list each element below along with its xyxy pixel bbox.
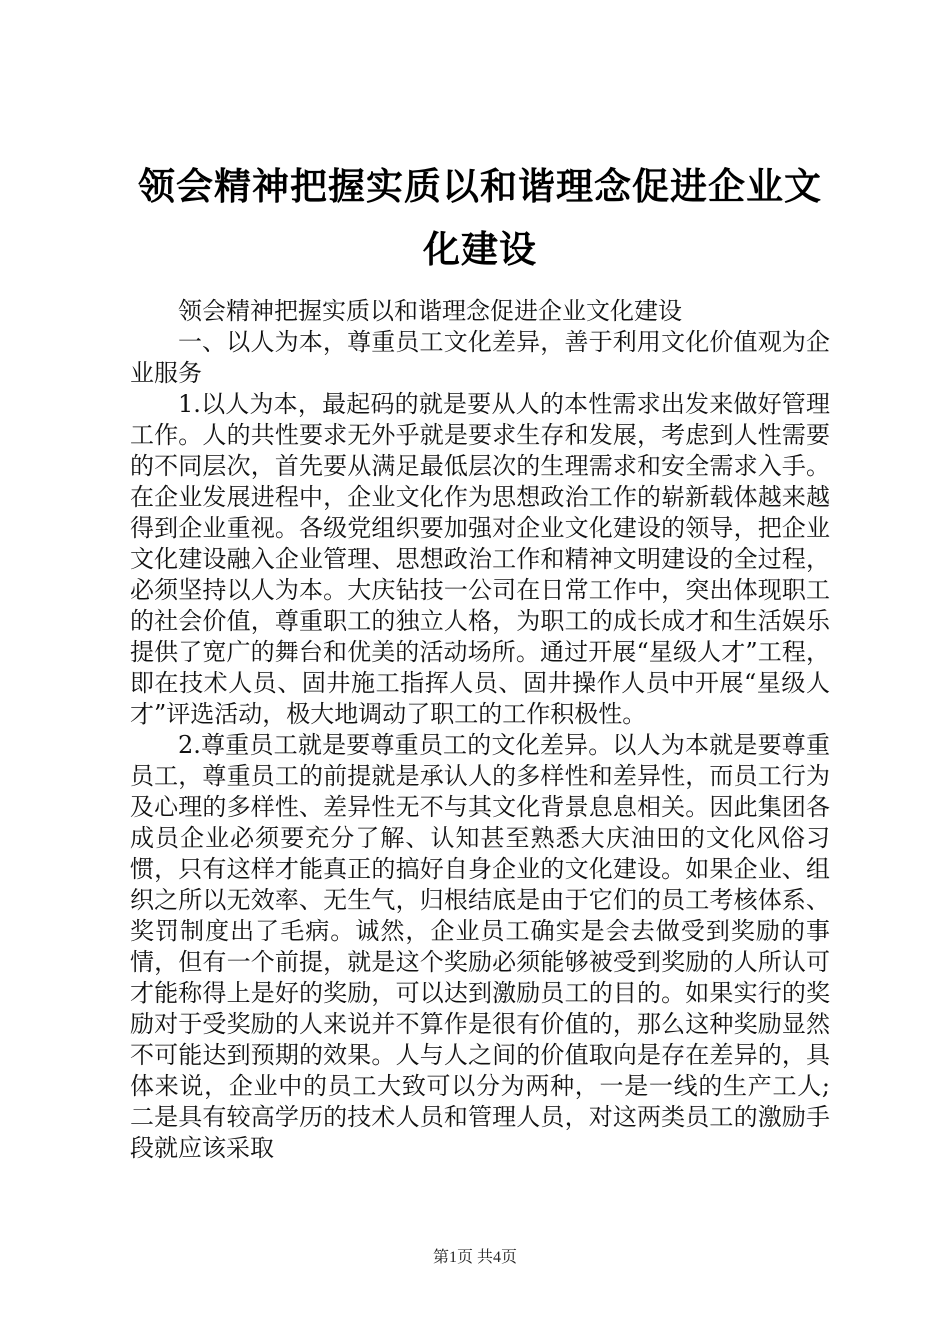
paragraph-point-1: 1.以人为本，最起码的就是要从人的本性需求出发来做好管理工作。人的共性要求无外乎就是要求生存和发展，考虑到人性需要的不同层次，首先要从满足最低层次的生理需求和安全需求入手。在企业发展进程中，企业文化作为思想政治工作的崭新载体越来越得到企业重视。各级党组织要加强对企业文化建设的领导，把企业文化建设融入企业管理、思想政治工作和精神文明建设的全过程，必须坚持以人为本。大庆钻技一公司在日常工作中，突出体现职工的社会价值，尊重职工的独立人格，为职工的成长成才和生活娱乐提供了宽广的舞台和优美的活动场所。通过开展“星级人才”工程，即在技术人员、固井施工指挥人员、固井操作人员中开展“星级人才”评选活动，极大地调动了职工的工作积极性。	[130, 390, 830, 728]
document-title: 领会精神把握实质以和谐理念促进企业文化建设	[138, 164, 822, 271]
document-body	[130, 296, 830, 1164]
page-footer: 第1页 共4页	[432, 1249, 517, 1266]
paragraph-section-heading: 一、以人为本，尊重员工文化差异，善于利用文化价值观为企业服务	[130, 328, 830, 387]
paragraph-subtitle: 领会精神把握实质以和谐理念促进企业文化建设	[178, 297, 682, 325]
paragraph-point-2: 2.尊重员工就是要尊重员工的文化差异。以人为本就是要尊重员工，尊重员工的前提就是承认人的多样性和差异性，而员工行为及心理的多样性、差异性无不与其文化背景息息相关。因此集团各成员企业必须要充分了解、认知甚至熟悉大庆油田的文化风俗习惯，只有这样才能真正的搞好自身企业的文化建设。如果企业、组织之所以无效率、无生气，归根结底是由于它们的员工考核体系、奖罚制度出了毛病。诚然，企业员工确实是会去做受到奖励的事情，但有一个前提，就是这个奖励必须能够被受到奖励的人所认可才能称得上是好的奖励，可以达到激励员工的目的。如果实行的奖励对于受奖励的人来说并不算作是很有价值的，那么这种奖励显然不可能达到预期的效果。人与人之间的价值取向是存在差异的，具体来说，企业中的员工大致可以分为两种，一是一线的生产工人;二是具有较高学历的技术人员和管理人员，对这两类员工的激励手段就应该采取	[130, 731, 830, 1162]
